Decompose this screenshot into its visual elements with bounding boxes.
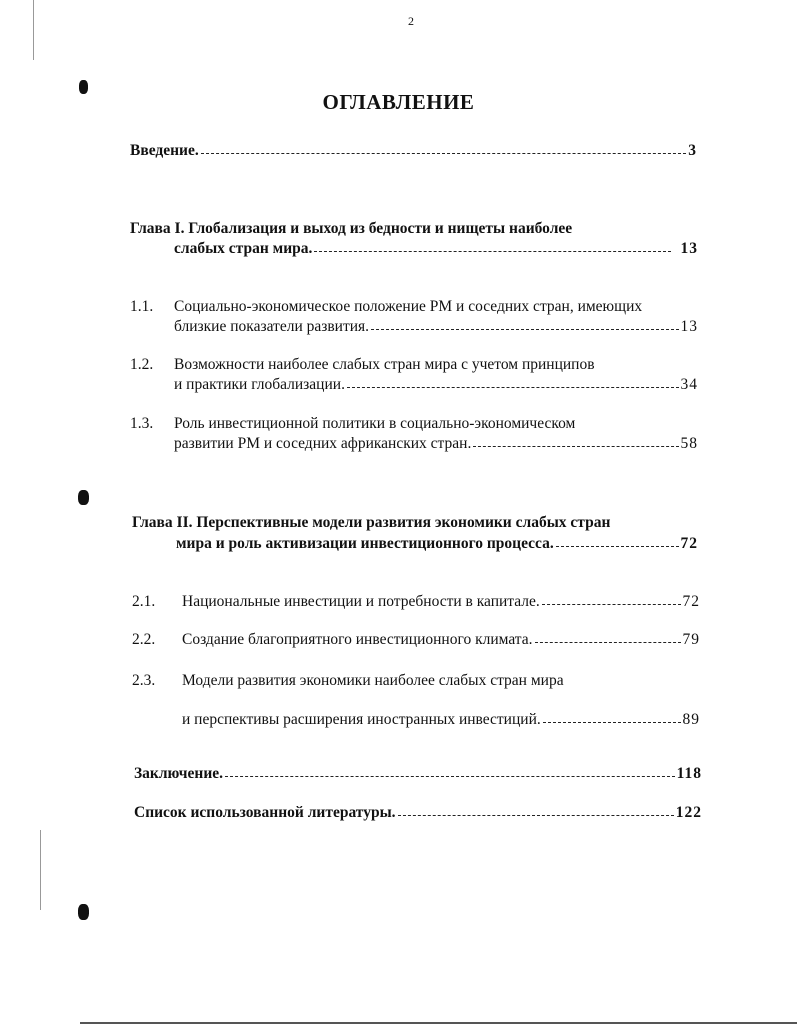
toc-entry-chapter1[interactable]: [174, 240, 698, 258]
section-number: 1.1.: [130, 298, 154, 315]
dot-leader: [201, 152, 687, 154]
toc-chapter1-line2: слабых стран мира.: [174, 240, 313, 257]
toc-entry-intro[interactable]: [130, 142, 697, 160]
toc-page-2-3: 89: [682, 711, 700, 728]
section-number: 1.3.: [130, 415, 154, 432]
punch-hole-mark: [78, 490, 89, 505]
section-number: 2.1.: [132, 593, 156, 610]
dot-leader: [543, 721, 681, 723]
dot-leader: [542, 603, 681, 605]
toc-entry-conclusion[interactable]: [134, 765, 702, 783]
scan-edge-left-lower: [40, 830, 41, 910]
toc-references-text: Список использованной литературы.: [134, 804, 396, 821]
toc-section-1-3-line1[interactable]: 1.3. Роль инвестиционной политики в социально-экономическом: [130, 415, 576, 432]
scan-edge-bottom: [80, 1022, 797, 1024]
dot-leader: [347, 386, 679, 388]
toc-intro-text: Введение.: [130, 142, 199, 159]
dot-leader: [535, 641, 681, 643]
page-title: ОГЛАВЛЕНИЕ: [322, 90, 475, 114]
toc-page-1-2: 34: [680, 376, 698, 393]
toc-entry-1-1[interactable]: близкие показатели развития. 13: [174, 318, 698, 335]
punch-hole-mark: [78, 904, 89, 920]
toc-chapter2-line1[interactable]: Глава II. Перспективные модели развития экономики слабых стран: [132, 514, 611, 531]
toc-chapter1-line1[interactable]: Глава I. Глобализация и выход из бедности и нищеты наиболее: [130, 220, 573, 237]
toc-chapter2-page: 72: [680, 535, 698, 552]
toc-entry-1-3[interactable]: развитии РМ и соседних африканских стран. 58: [174, 435, 698, 452]
toc-conclusion-page: 118: [676, 765, 702, 782]
toc-section-2-3-line1[interactable]: 2.3. Модели развития экономики наиболее слабых стран мира: [132, 672, 564, 689]
toc-entry-2-3[interactable]: и перспективы расширения иностранных инвестиций. 89: [182, 711, 700, 728]
page-number: 2: [408, 14, 414, 28]
toc-page-1-1: 13: [680, 318, 698, 335]
toc-page-2-2: 79: [682, 631, 700, 648]
dot-leader: [473, 445, 678, 447]
toc-section-1-1-line1[interactable]: 1.1. Социально-экономическое положение РМ и соседних стран, имеющих: [130, 298, 643, 315]
toc-entry-references[interactable]: [134, 804, 702, 822]
toc-references-page: 122: [675, 804, 702, 821]
dot-leader: [314, 250, 670, 252]
toc-entry-2-2[interactable]: 2.2. Создание благоприятного инвестиционного климата. 79: [132, 631, 700, 648]
toc-entry-1-2[interactable]: и практики глобализации. 34: [174, 376, 698, 393]
toc-entry-2-1[interactable]: 2.1. Национальные инвестиции и потребности в капитале. 72: [132, 593, 700, 610]
toc-conclusion-text: Заключение.: [134, 765, 224, 782]
section-number: 2.3.: [132, 672, 156, 689]
toc-chapter2-line2: мира и роль активизации инвестиционного процесса.: [176, 535, 554, 552]
toc-section-1-2-line1[interactable]: 1.2. Возможности наиболее слабых стран мира с учетом принципов: [130, 356, 595, 373]
dot-leader: [556, 545, 679, 547]
dot-leader: [225, 775, 675, 777]
section-number: 2.2.: [132, 631, 156, 648]
scan-edge-left: [33, 0, 34, 60]
toc-page-1-3: 58: [680, 435, 698, 452]
toc-page-2-1: 72: [682, 593, 700, 610]
dot-leader: [398, 814, 674, 816]
toc-intro-page: 3: [688, 142, 697, 159]
section-number: 1.2.: [130, 356, 154, 373]
dot-leader: [371, 328, 678, 330]
toc-entry-chapter2[interactable]: [176, 535, 698, 553]
toc-chapter1-page: 13: [680, 240, 698, 257]
